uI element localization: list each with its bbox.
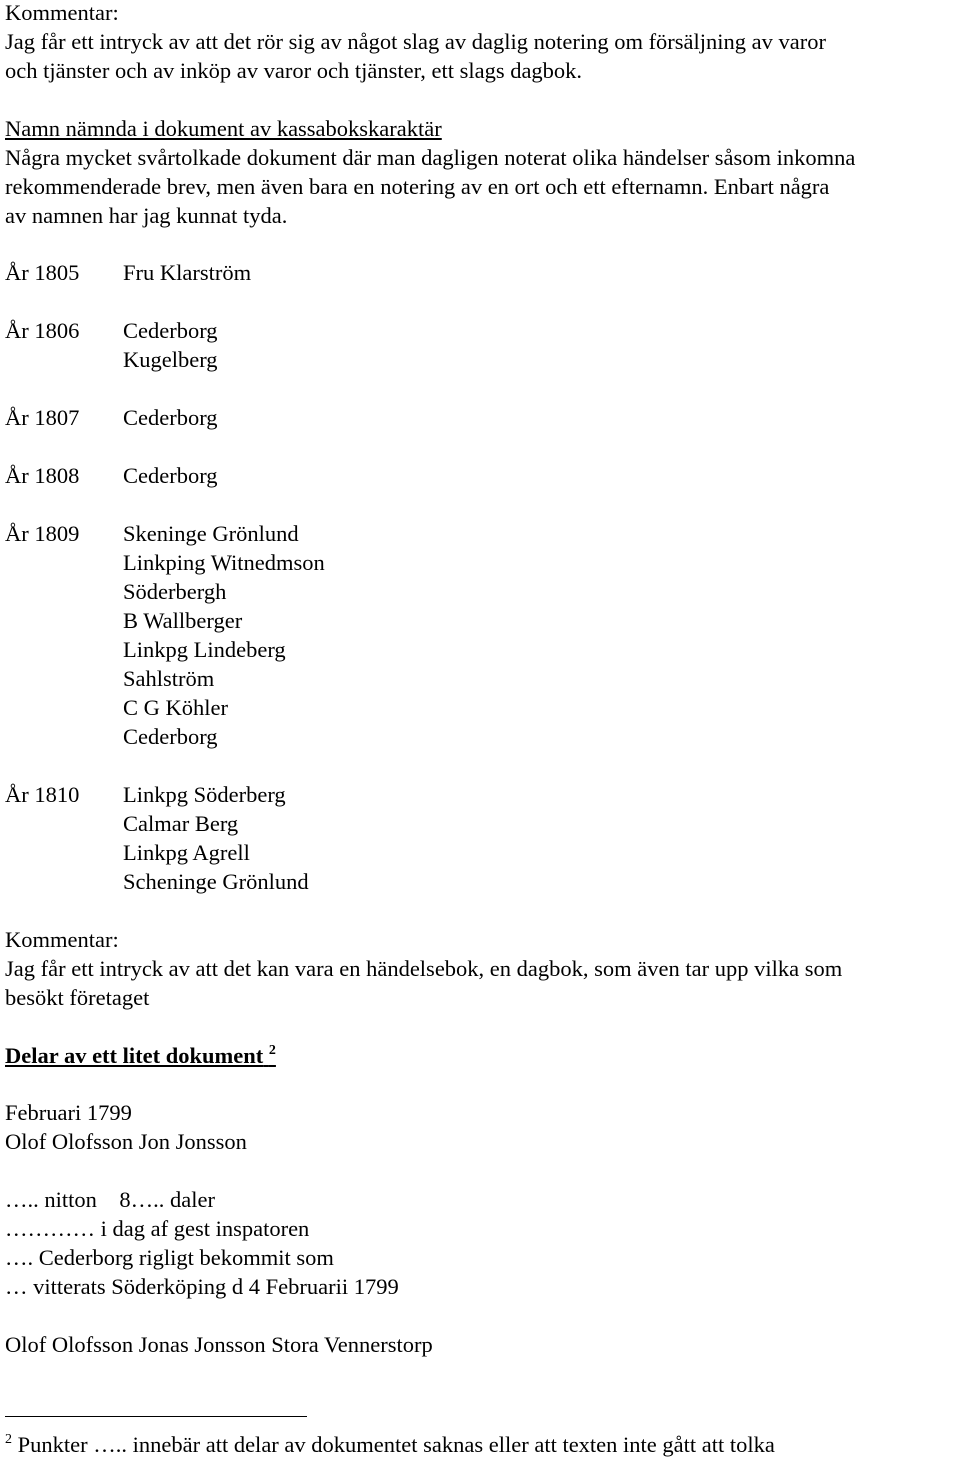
paragraph-line: rekommenderade brev, men även bara en notering av en ort och ett efternamn. Enbart några	[5, 174, 830, 199]
name-entry: Linkping Witnedmson	[123, 550, 325, 575]
letter-line: ………… i dag af gest inspatoren	[5, 1216, 310, 1241]
letter-line: … vitterats Söderköping d 4 Februarii 1799	[5, 1274, 399, 1299]
name-entry: Kugelberg	[123, 347, 218, 372]
comment-line: och tjänster och av inköp av varor och tjänster, ett slags dagbok.	[5, 58, 583, 83]
name-entry: Fru Klarström	[123, 260, 252, 285]
name-entry: B Wallberger	[123, 608, 243, 633]
footnote-text: Punkter ….. innebär att delar av dokumentet saknas eller att texten inte gått att tolka	[12, 1432, 775, 1457]
paragraph-line: av namnen har jag kunnat tyda.	[5, 203, 288, 228]
name-entry: Cederborg	[123, 463, 218, 488]
comment-line: Jag får ett intryck av att det rör sig av något slag av daglig notering om försäljning av varor	[5, 29, 827, 54]
footnote-reference: 2	[268, 1043, 276, 1058]
name-entry: Scheninge Grönlund	[123, 869, 309, 894]
name-entry: Skeninge Grönlund	[123, 521, 299, 546]
name-entry: Linkpg Agrell	[123, 840, 250, 865]
name-entry: Cederborg	[123, 405, 218, 430]
footnote-divider	[5, 1416, 307, 1417]
footnote	[5, 1430, 775, 1463]
year-label: År 1810	[5, 782, 80, 807]
letter-signature: Olof Olofsson Jonas Jonsson Stora Vennerstorp	[5, 1332, 433, 1357]
letter-line: ….. nitton 8….. daler	[5, 1187, 215, 1212]
year-label: År 1806	[5, 318, 80, 343]
year-label: År 1807	[5, 405, 80, 430]
section-title	[5, 1041, 276, 1070]
section-title-text: Delar av ett litet dokument	[5, 1043, 264, 1068]
comment-heading: Kommentar:	[5, 0, 119, 25]
name-entry: Linkpg Söderberg	[123, 782, 286, 807]
paragraph-line: Några mycket svårtolkade dokument där man dagligen noterat olika händelser såsom inkomna	[5, 145, 856, 170]
letter-date: Februari 1799	[5, 1100, 132, 1125]
name-entry: Söderbergh	[123, 579, 227, 604]
year-label: År 1805	[5, 260, 80, 285]
name-entry: Cederborg	[123, 724, 218, 749]
year-label: År 1809	[5, 521, 80, 546]
name-entry: Linkpg Lindeberg	[123, 637, 286, 662]
name-entry: Calmar Berg	[123, 811, 239, 836]
name-entry: Sahlström	[123, 666, 215, 691]
comment-heading: Kommentar:	[5, 927, 119, 952]
letter-names: Olof Olofsson Jon Jonsson	[5, 1129, 247, 1154]
comment-line: Jag får ett intryck av att det kan vara en händelsebok, en dagbok, som även tar upp vilka som	[5, 956, 843, 981]
name-entry: Cederborg	[123, 318, 218, 343]
name-entry: C G Köhler	[123, 695, 228, 720]
section-heading-cashbook: Namn nämnda i dokument av kassabokskaraktär	[5, 116, 442, 141]
year-label: År 1808	[5, 463, 80, 488]
letter-line: …. Cederborg rigligt bekommit som	[5, 1245, 334, 1270]
footnote-number: 2	[5, 1432, 12, 1447]
comment-line: besökt företaget	[5, 985, 150, 1010]
